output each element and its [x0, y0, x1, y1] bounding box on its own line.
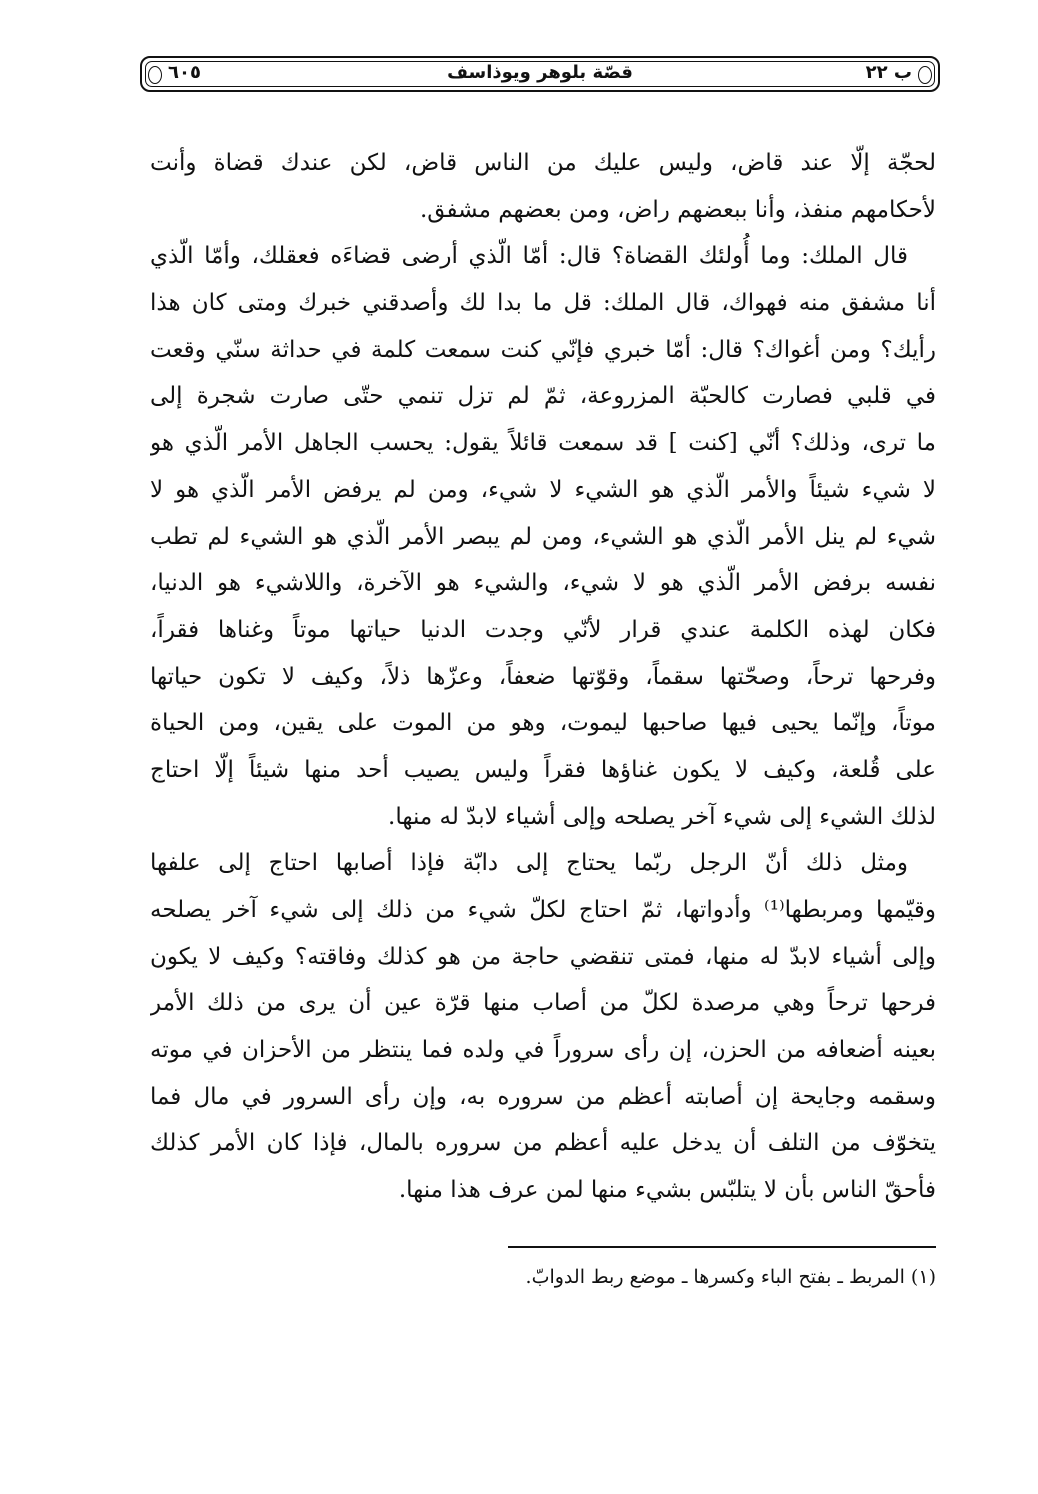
text-line: ومثل ذلك أنّ الرجل ربّما يحتاج إلى دابّة فإذا أصابها احتاج إلى علفها	[150, 850, 908, 877]
text-line: لأحكامهم منفذ، وأنا ببعضهم راض، ومن بعضهم مشفق.	[419, 196, 936, 223]
footnote-divider	[508, 1246, 936, 1248]
text-line: يتخوّف من التلف أن يدخل عليه أعظم من سروره بالمال، فإذا كان الأمر كذلك	[150, 1130, 936, 1157]
text-line: على قُلعة، وكيف لا يكون غناؤها فقراً وليس يصيب أحد منها شيئاً إلّا احتاج	[150, 756, 936, 783]
text-line: نفسه برفض الأمر الّذي هو لا شيء، والشيء هو الآخرة، واللاشيء هو الدنيا،	[150, 570, 936, 597]
text-line: قال الملك: وما أُولئك القضاة؟ قال: أمّا الّذي أرضى قضاءَه فعقلك، وأمّا الّذي	[150, 243, 908, 270]
chapter-label: ب ٢٢	[865, 62, 912, 83]
body-text	[150, 140, 936, 1214]
text-line: وسقمه وجايحة إن أصابته أعظم من سروره به، وإن رأى السرور في مال فما	[150, 1083, 936, 1110]
text-line: أنا مشفق منه فهواك، قال الملك: قل ما بدا لك وأصدقني خبرك ومتى كان هذا	[150, 290, 936, 317]
text-line: رأيك؟ ومن أغواك؟ قال: أمّا خبري فإنّي كنت سمعت كلمة في حداثة سنّي وقعت	[150, 336, 936, 363]
text-line: شيء لم ينل الأمر الّذي هو الشيء، ومن لم يبصر الأمر الّذي هو الشيء لم تطب	[150, 523, 936, 550]
text-line: لحجّة إلّا عند قاض، وليس عليك من الناس قاض، لكن عندك قضاة وأنت	[150, 150, 936, 176]
text-line: وقيّمها ومربطها⁽¹⁾ وأدواتها، ثمّ احتاج لكلّ شيء من ذلك إلى شيء آخر يصلحه	[150, 897, 936, 923]
text-line: لذلك الشيء إلى شيء آخر يصلحه وإلى أشياء لابدّ له منها.	[388, 803, 936, 830]
text-line: في قلبي فصارت كالحبّة المزروعة، ثمّ لم تزل تنمي حتّى صارت شجرة إلى	[150, 383, 936, 410]
text-line: لا شيء شيئاً والأمر الّذي هو الشيء لا شيء، ومن لم يرفض الأمر الّذي هو لا	[150, 476, 936, 503]
page-number: ٦٠٥	[168, 62, 201, 83]
text-line: بعينه أضعافه من الحزن، إن رأى سروراً في ولده فما ينتظر من الأحزان في موته	[150, 1037, 936, 1064]
text-line: وإلى أشياء لابدّ له منها، فمتى تنقضي حاجة من هو كذلك وفاقته؟ وكيف لا يكون	[150, 943, 936, 970]
text-line: موتاً، وإنّما يحيى فيها صاحبها ليموت، وهو من الموت على يقين، ومن الحياة	[150, 710, 936, 737]
text-line: ما ترى، وذلك؟ أنّي [كنت ] قد سمعت قائلاً يقول: يحسب الجاهل الأمر الّذي هو	[150, 430, 936, 457]
text-line: فكان لهذه الكلمة عندي قرار لأنّي وجدت الدنيا حياتها موتاً وغناها فقراً،	[150, 616, 936, 643]
running-header	[140, 56, 940, 92]
text-line: وفرحها ترحاً، وصحّتها سقماً، وقوّتها ضعفاً، وعزّها ذلاً، وكيف لا تكون حياتها	[150, 663, 936, 690]
text-line: فأحقّ الناس بأن لا يتلبّس بشيء منها لمن عرف هذا منها.	[398, 1177, 936, 1204]
ornament-icon	[148, 66, 162, 84]
footnote: (١) المربط ـ بفتح الباء وكسرها ـ موضع ربط الدوابّ.	[525, 1266, 936, 1288]
book-title: قصّة بلوهر ويوذاسف	[447, 62, 633, 83]
text-line: فرحها ترحاً وهي مرصدة لكلّ من أصاب منها قرّة عين أن يرى من ذلك الأمر	[150, 990, 936, 1017]
ornament-icon	[918, 66, 932, 84]
